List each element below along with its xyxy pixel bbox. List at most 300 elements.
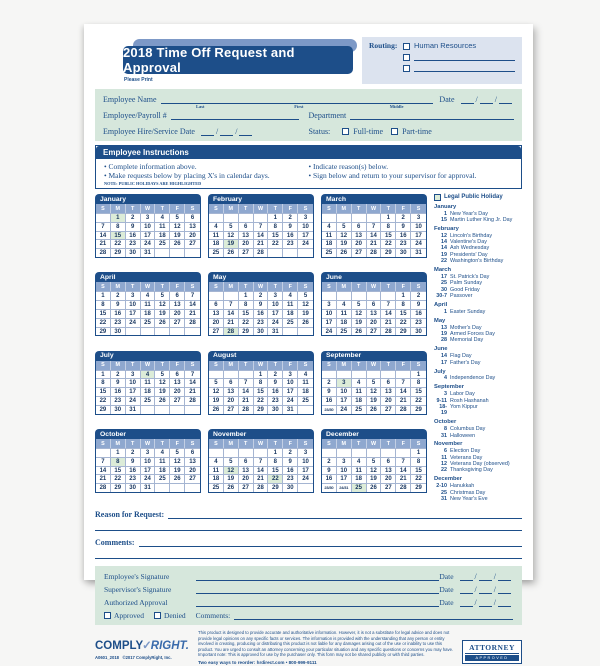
calendar-day-cell[interactable]: 1: [254, 370, 269, 379]
calendar-day-cell[interactable]: 16: [396, 231, 411, 240]
calendar-day-cell[interactable]: 16: [268, 387, 283, 396]
calendar-day-cell[interactable]: 27: [239, 483, 254, 492]
calendar-day-cell[interactable]: 29: [111, 483, 126, 492]
calendar-day-cell[interactable]: 22: [268, 239, 283, 248]
calendar-day-cell[interactable]: 26: [155, 318, 170, 327]
calendar-day-cell[interactable]: 3: [126, 291, 141, 300]
calendar-day-cell[interactable]: 5: [170, 213, 185, 222]
calendar-day-cell[interactable]: 1: [411, 448, 426, 457]
calendar-day-cell[interactable]: 1: [396, 291, 411, 300]
calendar-day-cell[interactable]: 23: [111, 396, 126, 405]
calendar-day-cell[interactable]: 9: [411, 300, 426, 309]
calendar-day-cell[interactable]: 4: [155, 213, 170, 222]
calendar-day-cell[interactable]: 21: [185, 387, 200, 396]
calendar-day-cell[interactable]: 20: [239, 239, 254, 248]
parttime-checkbox[interactable]: [391, 128, 398, 135]
calendar-day-cell[interactable]: 22: [268, 474, 283, 483]
calendar-day-cell[interactable]: 21: [185, 309, 200, 318]
calendar-day-cell[interactable]: 6: [381, 457, 396, 466]
calendar-day-cell[interactable]: 22: [411, 396, 426, 405]
calendar-day-cell[interactable]: 16: [111, 387, 126, 396]
calendar-day-cell[interactable]: 6: [224, 378, 239, 387]
calendar-day-cell[interactable]: 25: [155, 474, 170, 483]
calendar-day-cell[interactable]: 13: [170, 378, 185, 387]
calendar-day-cell[interactable]: 7: [185, 291, 200, 300]
calendar-day-cell[interactable]: 23: [111, 318, 126, 327]
calendar-day-cell[interactable]: 9: [283, 457, 298, 466]
calendar-day-cell[interactable]: 1: [239, 291, 254, 300]
calendar-day-cell[interactable]: 15: [411, 387, 426, 396]
employee-signature-date[interactable]: [439, 572, 513, 581]
calendar-day-cell[interactable]: 14: [254, 231, 269, 240]
calendar-day-cell[interactable]: 5: [298, 291, 313, 300]
calendar-day-cell[interactable]: 9: [126, 222, 141, 231]
calendar-day-cell[interactable]: 13: [224, 387, 239, 396]
calendar-day-cell[interactable]: 13: [239, 231, 254, 240]
calendar-day-cell[interactable]: 21: [367, 239, 382, 248]
calendar-day-cell[interactable]: 14: [185, 300, 200, 309]
payroll-input[interactable]: [171, 111, 299, 120]
calendar-day-cell[interactable]: 11: [283, 300, 298, 309]
calendar-day-cell[interactable]: 25: [209, 483, 224, 492]
calendar-day-cell[interactable]: 21: [254, 474, 269, 483]
calendar-day-cell[interactable]: 29: [396, 327, 411, 336]
calendar-day-cell[interactable]: 11: [141, 300, 156, 309]
calendar-day-cell[interactable]: 5: [367, 457, 382, 466]
calendar-day-cell[interactable]: 4: [322, 222, 337, 231]
calendar-day-cell[interactable]: 18: [283, 309, 298, 318]
calendar-day-cell[interactable]: 14: [96, 231, 111, 240]
calendar-day-cell[interactable]: 10: [298, 457, 313, 466]
calendar-day-cell[interactable]: 27: [170, 318, 185, 327]
calendar-day-cell[interactable]: 26: [170, 474, 185, 483]
calendar-day-cell[interactable]: 27: [381, 483, 396, 492]
calendar-day-cell[interactable]: 7: [96, 222, 111, 231]
calendar-day-cell[interactable]: 11: [352, 466, 367, 475]
calendar-day-cell[interactable]: 30: [268, 405, 283, 414]
calendar-day-cell[interactable]: 6: [185, 213, 200, 222]
approved-checkbox[interactable]: [104, 612, 111, 619]
calendar-day-cell[interactable]: 13: [352, 231, 367, 240]
calendar-day-cell[interactable]: 10: [283, 378, 298, 387]
calendar-day-cell[interactable]: 23: [254, 318, 269, 327]
calendar-day-cell[interactable]: 23: [411, 318, 426, 327]
calendar-day-cell[interactable]: 20: [381, 396, 396, 405]
calendar-day-cell[interactable]: 3: [298, 213, 313, 222]
calendar-day-cell[interactable]: 20: [239, 474, 254, 483]
calendar-day-cell[interactable]: 11: [155, 457, 170, 466]
calendar-day-cell[interactable]: 13: [381, 466, 396, 475]
calendar-day-cell[interactable]: 18: [155, 466, 170, 475]
calendar-day-cell[interactable]: 1: [96, 370, 111, 379]
calendar-day-cell[interactable]: 1: [381, 213, 396, 222]
calendar-day-cell[interactable]: 28: [185, 396, 200, 405]
calendar-day-cell[interactable]: 14: [367, 231, 382, 240]
calendar-day-cell[interactable]: 2: [254, 291, 269, 300]
calendar-day-cell[interactable]: 31: [283, 405, 298, 414]
calendar-day-cell[interactable]: 26: [298, 318, 313, 327]
calendar-day-cell[interactable]: 30: [126, 248, 141, 257]
calendar-day-cell[interactable]: 25: [337, 327, 352, 336]
calendar-day-cell[interactable]: 15: [381, 231, 396, 240]
calendar-day-cell[interactable]: 27: [239, 248, 254, 257]
calendar-day-cell[interactable]: 2: [322, 457, 337, 466]
calendar-day-cell[interactable]: 19: [224, 474, 239, 483]
calendar-day-cell[interactable]: 26: [224, 248, 239, 257]
calendar-day-cell[interactable]: 27: [352, 248, 367, 257]
calendar-day-cell[interactable]: 17: [337, 474, 352, 483]
calendar-day-cell[interactable]: 6: [209, 300, 224, 309]
calendar-day-cell[interactable]: 22: [381, 239, 396, 248]
calendar-day-cell[interactable]: 16: [322, 396, 337, 405]
calendar-day-cell[interactable]: 5: [155, 370, 170, 379]
calendar-day-cell[interactable]: 22: [396, 318, 411, 327]
calendar-day-cell[interactable]: 24: [141, 474, 156, 483]
calendar-day-cell[interactable]: 28: [254, 483, 269, 492]
calendar-day-cell[interactable]: 15: [268, 231, 283, 240]
calendar-day-cell[interactable]: 6: [170, 370, 185, 379]
calendar-day-cell[interactable]: 20: [185, 231, 200, 240]
calendar-day-cell[interactable]: 28: [381, 327, 396, 336]
calendar-day-cell[interactable]: 28: [96, 483, 111, 492]
calendar-day-cell[interactable]: 13: [185, 457, 200, 466]
calendar-day-cell[interactable]: 29: [411, 483, 426, 492]
calendar-day-cell[interactable]: 16: [322, 474, 337, 483]
calendar-day-cell[interactable]: 5: [224, 457, 239, 466]
calendar-day-cell[interactable]: 6: [367, 300, 382, 309]
calendar-day-cell[interactable]: 10: [411, 222, 426, 231]
calendar-day-cell[interactable]: 27: [185, 474, 200, 483]
calendar-day-cell[interactable]: 24: [411, 239, 426, 248]
calendar-day-cell[interactable]: 21: [396, 396, 411, 405]
calendar-day-cell[interactable]: 11: [209, 231, 224, 240]
calendar-day-cell[interactable]: 6: [170, 291, 185, 300]
calendar-day-cell[interactable]: 22: [96, 396, 111, 405]
calendar-day-cell[interactable]: 8: [411, 378, 426, 387]
calendar-day-cell[interactable]: 28: [239, 405, 254, 414]
calendar-day-cell[interactable]: 6: [239, 222, 254, 231]
calendar-day-cell[interactable]: 16: [111, 309, 126, 318]
calendar-day-cell[interactable]: 24/31: [337, 483, 352, 492]
calendar-day-cell[interactable]: 4: [337, 300, 352, 309]
calendar-day-cell[interactable]: 28: [396, 483, 411, 492]
calendar-day-cell[interactable]: 16: [283, 466, 298, 475]
calendar-day-cell[interactable]: 3: [337, 457, 352, 466]
calendar-day-cell[interactable]: 11: [141, 378, 156, 387]
calendar-day-cell[interactable]: 12: [337, 231, 352, 240]
calendar-day-cell[interactable]: 2: [126, 213, 141, 222]
calendar-day-cell[interactable]: 29: [254, 405, 269, 414]
routing-blank-field-2[interactable]: [414, 53, 515, 61]
comments-input-line2[interactable]: [95, 548, 522, 559]
calendar-day-cell[interactable]: 31: [268, 327, 283, 336]
calendar-day-cell[interactable]: 3: [322, 300, 337, 309]
calendar-day-cell[interactable]: 30: [283, 483, 298, 492]
calendar-day-cell[interactable]: 4: [209, 222, 224, 231]
calendar-day-cell[interactable]: 11: [322, 231, 337, 240]
calendar-day-cell[interactable]: 12: [367, 466, 382, 475]
calendar-day-cell[interactable]: 24: [298, 474, 313, 483]
calendar-day-cell[interactable]: 12: [155, 378, 170, 387]
calendar-day-cell[interactable]: 17: [337, 396, 352, 405]
calendar-day-cell[interactable]: 20: [209, 318, 224, 327]
calendar-day-cell[interactable]: 31: [141, 248, 156, 257]
calendar-day-cell[interactable]: 5: [209, 378, 224, 387]
calendar-day-cell[interactable]: 8: [96, 300, 111, 309]
supervisor-signature-date[interactable]: [439, 585, 513, 594]
calendar-day-cell[interactable]: 19: [155, 387, 170, 396]
calendar-day-cell[interactable]: 12: [170, 457, 185, 466]
calendar-day-cell[interactable]: 8: [111, 457, 126, 466]
calendar-day-cell[interactable]: 11: [209, 466, 224, 475]
calendar-day-cell[interactable]: 14: [254, 466, 269, 475]
calendar-day-cell[interactable]: 23/30: [322, 483, 337, 492]
calendar-day-cell[interactable]: 12: [224, 231, 239, 240]
calendar-day-cell[interactable]: 25: [155, 239, 170, 248]
calendar-day-cell[interactable]: 2: [283, 448, 298, 457]
calendar-day-cell[interactable]: 2: [396, 213, 411, 222]
calendar-day-cell[interactable]: 6: [381, 378, 396, 387]
calendar-day-cell[interactable]: 30: [126, 483, 141, 492]
calendar-day-cell[interactable]: 8: [96, 378, 111, 387]
calendar-day-cell[interactable]: 3: [126, 370, 141, 379]
calendar-day-cell[interactable]: 12: [155, 300, 170, 309]
department-input[interactable]: [350, 111, 514, 120]
calendar-day-cell[interactable]: 13: [381, 387, 396, 396]
calendar-day-cell[interactable]: 29: [239, 327, 254, 336]
calendar-day-cell[interactable]: 10: [322, 309, 337, 318]
calendar-day-cell[interactable]: 8: [239, 300, 254, 309]
calendar-day-cell[interactable]: 24: [141, 239, 156, 248]
reason-input-line2[interactable]: [95, 520, 522, 531]
calendar-day-cell[interactable]: 27: [170, 396, 185, 405]
calendar-day-cell[interactable]: 26: [352, 327, 367, 336]
calendar-day-cell[interactable]: 22: [239, 318, 254, 327]
calendar-day-cell[interactable]: 12: [298, 300, 313, 309]
calendar-day-cell[interactable]: 26: [224, 483, 239, 492]
calendar-day-cell[interactable]: 21: [96, 474, 111, 483]
calendar-day-cell[interactable]: 22: [111, 239, 126, 248]
calendar-day-cell[interactable]: 14: [224, 309, 239, 318]
calendar-day-cell[interactable]: 16: [283, 231, 298, 240]
calendar-day-cell[interactable]: 21: [254, 239, 269, 248]
calendar-day-cell[interactable]: 19: [170, 466, 185, 475]
denied-checkbox[interactable]: [154, 612, 161, 619]
calendar-day-cell[interactable]: 2: [411, 291, 426, 300]
calendar-day-cell[interactable]: 2: [111, 370, 126, 379]
calendar-day-cell[interactable]: 8: [381, 222, 396, 231]
calendar-day-cell[interactable]: 29: [96, 405, 111, 414]
calendar-day-cell[interactable]: 20: [185, 466, 200, 475]
calendar-day-cell[interactable]: 21: [224, 318, 239, 327]
calendar-day-cell[interactable]: 15: [411, 466, 426, 475]
calendar-day-cell[interactable]: 4: [352, 378, 367, 387]
calendar-day-cell[interactable]: 2: [268, 370, 283, 379]
calendar-day-cell[interactable]: 19: [367, 396, 382, 405]
calendar-day-cell[interactable]: 7: [254, 457, 269, 466]
calendar-day-cell[interactable]: 17: [126, 309, 141, 318]
calendar-day-cell[interactable]: 2: [111, 291, 126, 300]
calendar-day-cell[interactable]: 15: [254, 387, 269, 396]
calendar-day-cell[interactable]: 17: [141, 231, 156, 240]
calendar-day-cell[interactable]: 7: [367, 222, 382, 231]
calendar-day-cell[interactable]: 12: [209, 387, 224, 396]
calendar-day-cell[interactable]: 25: [322, 248, 337, 257]
calendar-day-cell[interactable]: 3: [283, 370, 298, 379]
calendar-day-cell[interactable]: 15: [96, 309, 111, 318]
calendar-day-cell[interactable]: 19: [367, 474, 382, 483]
calendar-day-cell[interactable]: 22: [111, 474, 126, 483]
calendar-day-cell[interactable]: 28: [254, 248, 269, 257]
calendar-day-cell[interactable]: 1: [268, 448, 283, 457]
calendar-day-cell[interactable]: 19: [224, 239, 239, 248]
calendar-day-cell[interactable]: 15: [111, 466, 126, 475]
calendar-day-cell[interactable]: 24: [126, 396, 141, 405]
calendar-day-cell[interactable]: 20: [170, 387, 185, 396]
calendar-day-cell[interactable]: 4: [155, 448, 170, 457]
calendar-day-cell[interactable]: 9: [322, 466, 337, 475]
calendar-day-cell[interactable]: 8: [254, 378, 269, 387]
calendar-day-cell[interactable]: 18: [209, 474, 224, 483]
calendar-day-cell[interactable]: 31: [126, 405, 141, 414]
calendar-day-cell[interactable]: 15: [268, 466, 283, 475]
calendar-day-cell[interactable]: 4: [141, 370, 156, 379]
calendar-day-cell[interactable]: 23: [126, 239, 141, 248]
calendar-day-cell[interactable]: 15: [111, 231, 126, 240]
calendar-day-cell[interactable]: 19: [352, 318, 367, 327]
calendar-day-cell[interactable]: 1: [411, 370, 426, 379]
calendar-day-cell[interactable]: 26: [155, 396, 170, 405]
calendar-day-cell[interactable]: 25: [352, 405, 367, 414]
calendar-day-cell[interactable]: 7: [381, 300, 396, 309]
calendar-day-cell[interactable]: 10: [268, 300, 283, 309]
routing-checkbox-2[interactable]: [403, 54, 410, 61]
calendar-day-cell[interactable]: 17: [126, 387, 141, 396]
calendar-day-cell[interactable]: 5: [367, 378, 382, 387]
calendar-day-cell[interactable]: 11: [155, 222, 170, 231]
calendar-day-cell[interactable]: 28: [396, 405, 411, 414]
calendar-day-cell[interactable]: 2: [126, 448, 141, 457]
calendar-day-cell[interactable]: 14: [396, 466, 411, 475]
calendar-day-cell[interactable]: 23/30: [322, 405, 337, 414]
calendar-day-cell[interactable]: 17: [322, 318, 337, 327]
calendar-day-cell[interactable]: 8: [268, 457, 283, 466]
calendar-day-cell[interactable]: 12: [224, 466, 239, 475]
calendar-day-cell[interactable]: 20: [224, 396, 239, 405]
calendar-day-cell[interactable]: 26: [367, 405, 382, 414]
calendar-day-cell[interactable]: 13: [185, 222, 200, 231]
calendar-day-cell[interactable]: 14: [185, 378, 200, 387]
calendar-day-cell[interactable]: 7: [224, 300, 239, 309]
calendar-day-cell[interactable]: 12: [170, 222, 185, 231]
calendar-day-cell[interactable]: 26: [209, 405, 224, 414]
calendar-day-cell[interactable]: 3: [268, 291, 283, 300]
calendar-day-cell[interactable]: 30: [411, 327, 426, 336]
calendar-day-cell[interactable]: 9: [268, 378, 283, 387]
calendar-day-cell[interactable]: 10: [337, 387, 352, 396]
calendar-day-cell[interactable]: 4: [141, 291, 156, 300]
calendar-day-cell[interactable]: 24: [283, 396, 298, 405]
calendar-day-cell[interactable]: 25: [209, 248, 224, 257]
calendar-day-cell[interactable]: 11: [352, 387, 367, 396]
calendar-day-cell[interactable]: 24: [268, 318, 283, 327]
calendar-day-cell[interactable]: 13: [209, 309, 224, 318]
employee-signature-input[interactable]: [196, 572, 439, 581]
calendar-day-cell[interactable]: 3: [298, 448, 313, 457]
calendar-day-cell[interactable]: 30: [111, 327, 126, 336]
calendar-day-cell[interactable]: 10: [141, 457, 156, 466]
calendar-day-cell[interactable]: 24: [298, 239, 313, 248]
calendar-day-cell[interactable]: 23: [126, 474, 141, 483]
calendar-day-cell[interactable]: 15: [396, 309, 411, 318]
routing-hr-checkbox[interactable]: [403, 43, 410, 50]
calendar-day-cell[interactable]: 14: [239, 387, 254, 396]
calendar-day-cell[interactable]: 21: [381, 318, 396, 327]
calendar-day-cell[interactable]: 9: [322, 387, 337, 396]
calendar-day-cell[interactable]: 27: [209, 327, 224, 336]
calendar-day-cell[interactable]: 25: [141, 318, 156, 327]
calendar-day-cell[interactable]: 18: [141, 387, 156, 396]
calendar-day-cell[interactable]: 23: [396, 239, 411, 248]
calendar-day-cell[interactable]: 15: [96, 387, 111, 396]
calendar-day-cell[interactable]: 8: [268, 222, 283, 231]
calendar-day-cell[interactable]: 9: [111, 378, 126, 387]
calendar-day-cell[interactable]: 18: [352, 396, 367, 405]
calendar-day-cell[interactable]: 7: [396, 457, 411, 466]
calendar-day-cell[interactable]: 19: [298, 309, 313, 318]
calendar-day-cell[interactable]: 26: [337, 248, 352, 257]
calendar-day-cell[interactable]: 18: [209, 239, 224, 248]
calendar-day-cell[interactable]: 8: [396, 300, 411, 309]
calendar-day-cell[interactable]: 10: [337, 466, 352, 475]
calendar-day-cell[interactable]: 7: [96, 457, 111, 466]
calendar-day-cell[interactable]: 10: [126, 378, 141, 387]
calendar-day-cell[interactable]: 16: [126, 466, 141, 475]
calendar-day-cell[interactable]: 30: [254, 327, 269, 336]
calendar-day-cell[interactable]: 10: [126, 300, 141, 309]
calendar-day-cell[interactable]: 29: [268, 483, 283, 492]
calendar-day-cell[interactable]: 9: [283, 222, 298, 231]
calendar-day-cell[interactable]: 17: [141, 466, 156, 475]
calendar-day-cell[interactable]: 30: [111, 405, 126, 414]
calendar-day-cell[interactable]: 18: [155, 231, 170, 240]
calendar-day-cell[interactable]: 6: [239, 457, 254, 466]
calendar-day-cell[interactable]: 17: [298, 231, 313, 240]
calendar-day-cell[interactable]: 10: [141, 222, 156, 231]
calendar-day-cell[interactable]: 22: [254, 396, 269, 405]
calendar-day-cell[interactable]: 29: [381, 248, 396, 257]
calendar-day-cell[interactable]: 12: [367, 387, 382, 396]
approval-comments-input[interactable]: [234, 611, 513, 620]
fulltime-checkbox[interactable]: [342, 128, 349, 135]
calendar-day-cell[interactable]: 5: [337, 222, 352, 231]
calendar-day-cell[interactable]: 19: [170, 231, 185, 240]
calendar-day-cell[interactable]: 5: [155, 291, 170, 300]
calendar-day-cell[interactable]: 28: [185, 318, 200, 327]
calendar-day-cell[interactable]: 9: [396, 222, 411, 231]
calendar-day-cell[interactable]: 6: [185, 448, 200, 457]
calendar-day-cell[interactable]: 18: [352, 474, 367, 483]
calendar-day-cell[interactable]: 4: [283, 291, 298, 300]
calendar-day-cell[interactable]: 3: [141, 448, 156, 457]
calendar-day-cell[interactable]: 5: [352, 300, 367, 309]
calendar-day-cell[interactable]: 21: [96, 239, 111, 248]
calendar-day-cell[interactable]: 28: [224, 327, 239, 336]
calendar-day-cell[interactable]: 26: [367, 483, 382, 492]
calendar-day-cell[interactable]: 22: [96, 318, 111, 327]
calendar-day-cell[interactable]: 27: [381, 405, 396, 414]
calendar-day-cell[interactable]: 23: [268, 396, 283, 405]
